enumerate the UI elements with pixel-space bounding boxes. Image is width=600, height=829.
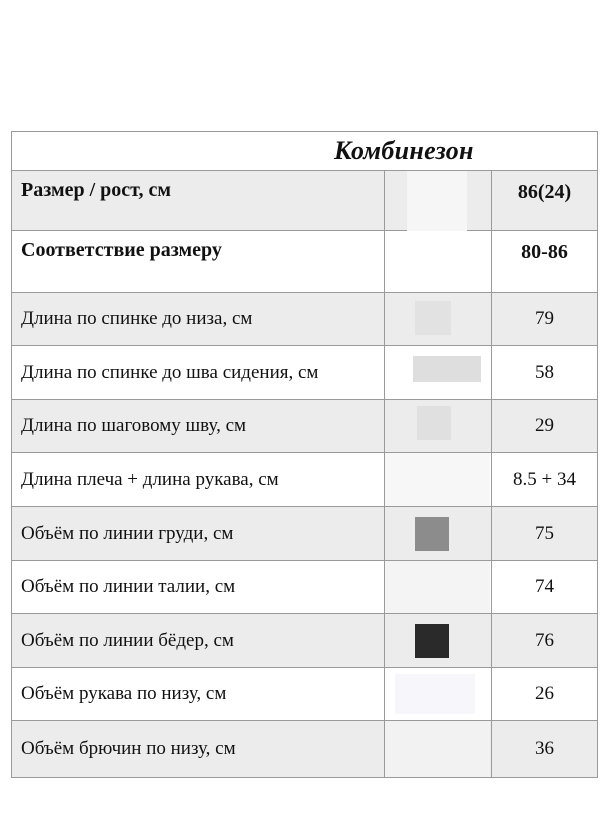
row-value: 26 [491, 668, 597, 720]
row-value: 80-86 [491, 231, 597, 292]
row-label: Объём брючин по низу, см [21, 738, 236, 759]
row-value: 74 [491, 561, 597, 613]
table-title: Комбинезон [334, 136, 474, 165]
blurred-cell [384, 614, 491, 667]
table-row [12, 668, 597, 721]
row-value: 58 [491, 346, 597, 399]
row-value: 79 [491, 293, 597, 345]
row-label: Длина по спинке до низа, см [21, 308, 253, 329]
blurred-cell [384, 293, 491, 345]
row-label: Длина по спинке до шва сидения, см [21, 361, 319, 383]
row-label: Объём рукава по низу, см [21, 683, 227, 704]
row-label: Объём по линии талии, см [21, 576, 236, 597]
blurred-cell [384, 171, 491, 230]
row-value: 36 [491, 721, 597, 777]
row-label: Объём по линии груди, см [21, 522, 234, 544]
size-table [11, 131, 598, 778]
blurred-cell [384, 346, 491, 399]
blurred-cell [384, 231, 491, 292]
row-value: 86(24) [491, 171, 597, 230]
row-label: Длина плеча + длина рукава, см [21, 468, 279, 490]
row-value: 75 [491, 507, 597, 560]
blurred-cell [384, 453, 491, 506]
blurred-cell [384, 507, 491, 560]
table-row [12, 614, 597, 668]
table-row [12, 721, 597, 777]
table-row [12, 400, 597, 453]
blurred-cell [384, 561, 491, 613]
row-label: Объём по линии бёдер, см [21, 629, 234, 651]
table-row [12, 453, 597, 507]
blurred-cell [384, 721, 491, 777]
row-label: Соответствие размеру [21, 239, 222, 261]
row-value: 29 [491, 400, 597, 452]
blurred-cell [384, 668, 491, 720]
row-value: 76 [491, 614, 597, 667]
row-label: Длина по шаговому шву, см [21, 415, 247, 436]
table-row [12, 346, 597, 400]
blurred-cell [384, 400, 491, 452]
table-row-size [12, 171, 597, 231]
title-row [12, 132, 597, 171]
row-value: 8.5 + 34 [491, 453, 597, 506]
table-row [12, 561, 597, 614]
table-row [12, 507, 597, 561]
table-row-correspondence [12, 231, 597, 293]
table-row [12, 293, 597, 346]
row-label: Размер / рост, см [21, 179, 171, 201]
